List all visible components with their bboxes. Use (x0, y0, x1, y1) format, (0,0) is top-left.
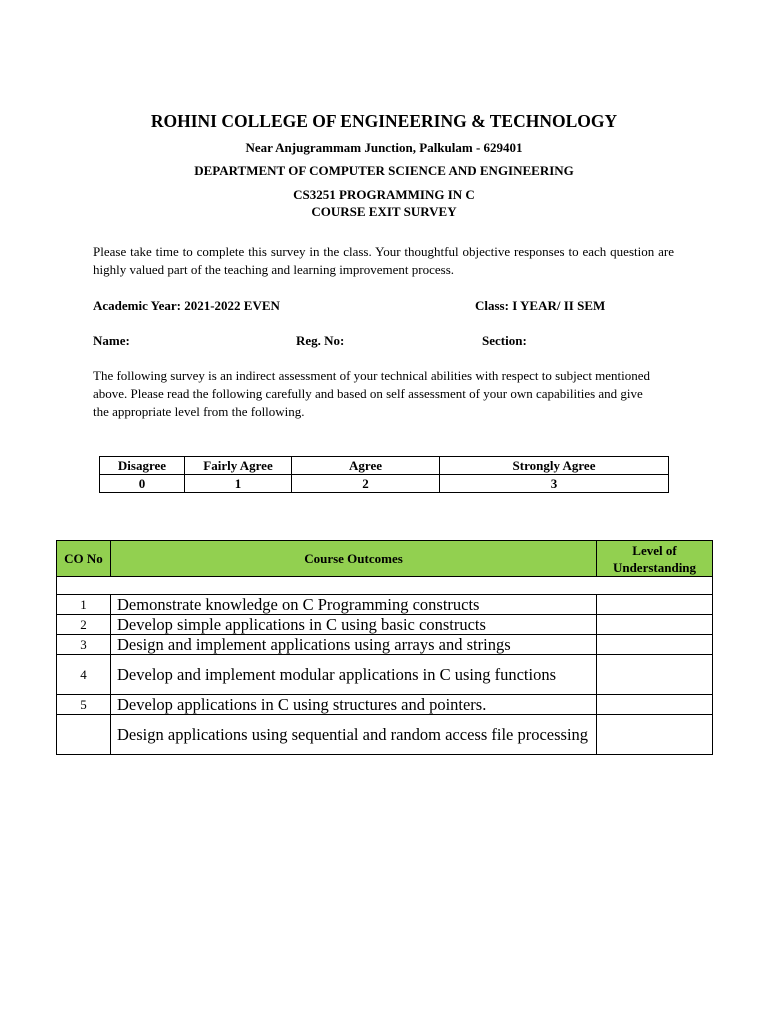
section-field-label: Section: (482, 333, 527, 348)
co-number: 2 (57, 615, 111, 635)
scale-value: 1 (185, 475, 292, 493)
level-input-cell[interactable] (597, 615, 713, 635)
level-input-cell[interactable] (597, 695, 713, 715)
department-name: DEPARTMENT OF COMPUTER SCIENCE AND ENGINEERING (194, 163, 574, 178)
table-row (57, 635, 713, 655)
co-number (57, 715, 111, 755)
level-input-cell[interactable] (597, 715, 713, 755)
class-info: Class: I YEAR/ II SEM (475, 298, 606, 313)
table-row (57, 655, 713, 695)
table-row (57, 615, 713, 635)
level-input-cell[interactable] (597, 655, 713, 695)
scale-label: Disagree (100, 457, 185, 475)
co-number: 5 (57, 695, 111, 715)
survey-title: COURSE EXIT SURVEY (311, 204, 457, 219)
course-outcome: Design applications using sequential and random access file processing (111, 715, 597, 755)
table-row (57, 715, 713, 755)
course-outcome: Develop applications in C using structures and pointers. (111, 695, 597, 715)
college-name: ROHINI COLLEGE OF ENGINEERING & TECHNOLOGY (150, 111, 618, 131)
course-outcome: Demonstrate knowledge on C Programming constructs (111, 595, 597, 615)
spacer-cell (57, 577, 713, 595)
reg-no-field-label: Reg. No: (296, 333, 345, 348)
course-outcome: Develop and implement modular applications in C using functions (111, 655, 597, 695)
intro-paragraph: Please take time to complete this survey in the class. Your thoughtful objective responses to each question are highly valued part of the teaching and learning improvement process. (93, 244, 674, 277)
co-number: 3 (57, 635, 111, 655)
scale-value: 3 (440, 475, 669, 493)
level-input-cell[interactable] (597, 635, 713, 655)
scale-value: 2 (292, 475, 440, 493)
scale-label: Agree (292, 457, 440, 475)
scale-value: 0 (100, 475, 185, 493)
table-row (57, 695, 713, 715)
table-header-row (57, 541, 713, 577)
college-address: Near Anjugrammam Junction, Palkulam - 629401 (245, 140, 523, 155)
co-number: 4 (57, 655, 111, 695)
level-input-cell[interactable] (597, 595, 713, 615)
course-outcomes-table (56, 540, 713, 755)
scale-label-row (100, 457, 669, 475)
instructions-paragraph: The following survey is an indirect assessment of your technical abilities with respect to subject mentioned above. Please read the following carefully and based on self assessment of your own capabilities and give the appropriate level from the following. (93, 368, 651, 419)
course-outcomes-header: Course Outcomes (111, 541, 597, 577)
rating-scale-table (99, 456, 669, 493)
course-outcome: Design and implement applications using arrays and strings (111, 635, 597, 655)
academic-year: Academic Year: 2021-2022 EVEN (93, 298, 280, 313)
course-outcome: Develop simple applications in C using basic constructs (111, 615, 597, 635)
table-row (57, 595, 713, 615)
co-number: 1 (57, 595, 111, 615)
scale-label: Strongly Agree (440, 457, 669, 475)
level-header: Level of Understanding (597, 541, 713, 577)
co-no-header: CO No (57, 541, 111, 577)
scale-value-row (100, 475, 669, 493)
scale-label: Fairly Agree (185, 457, 292, 475)
course-title: CS3251 PROGRAMMING IN C (293, 187, 475, 202)
spacer-row (57, 577, 713, 595)
name-field-label: Name: (93, 333, 130, 348)
